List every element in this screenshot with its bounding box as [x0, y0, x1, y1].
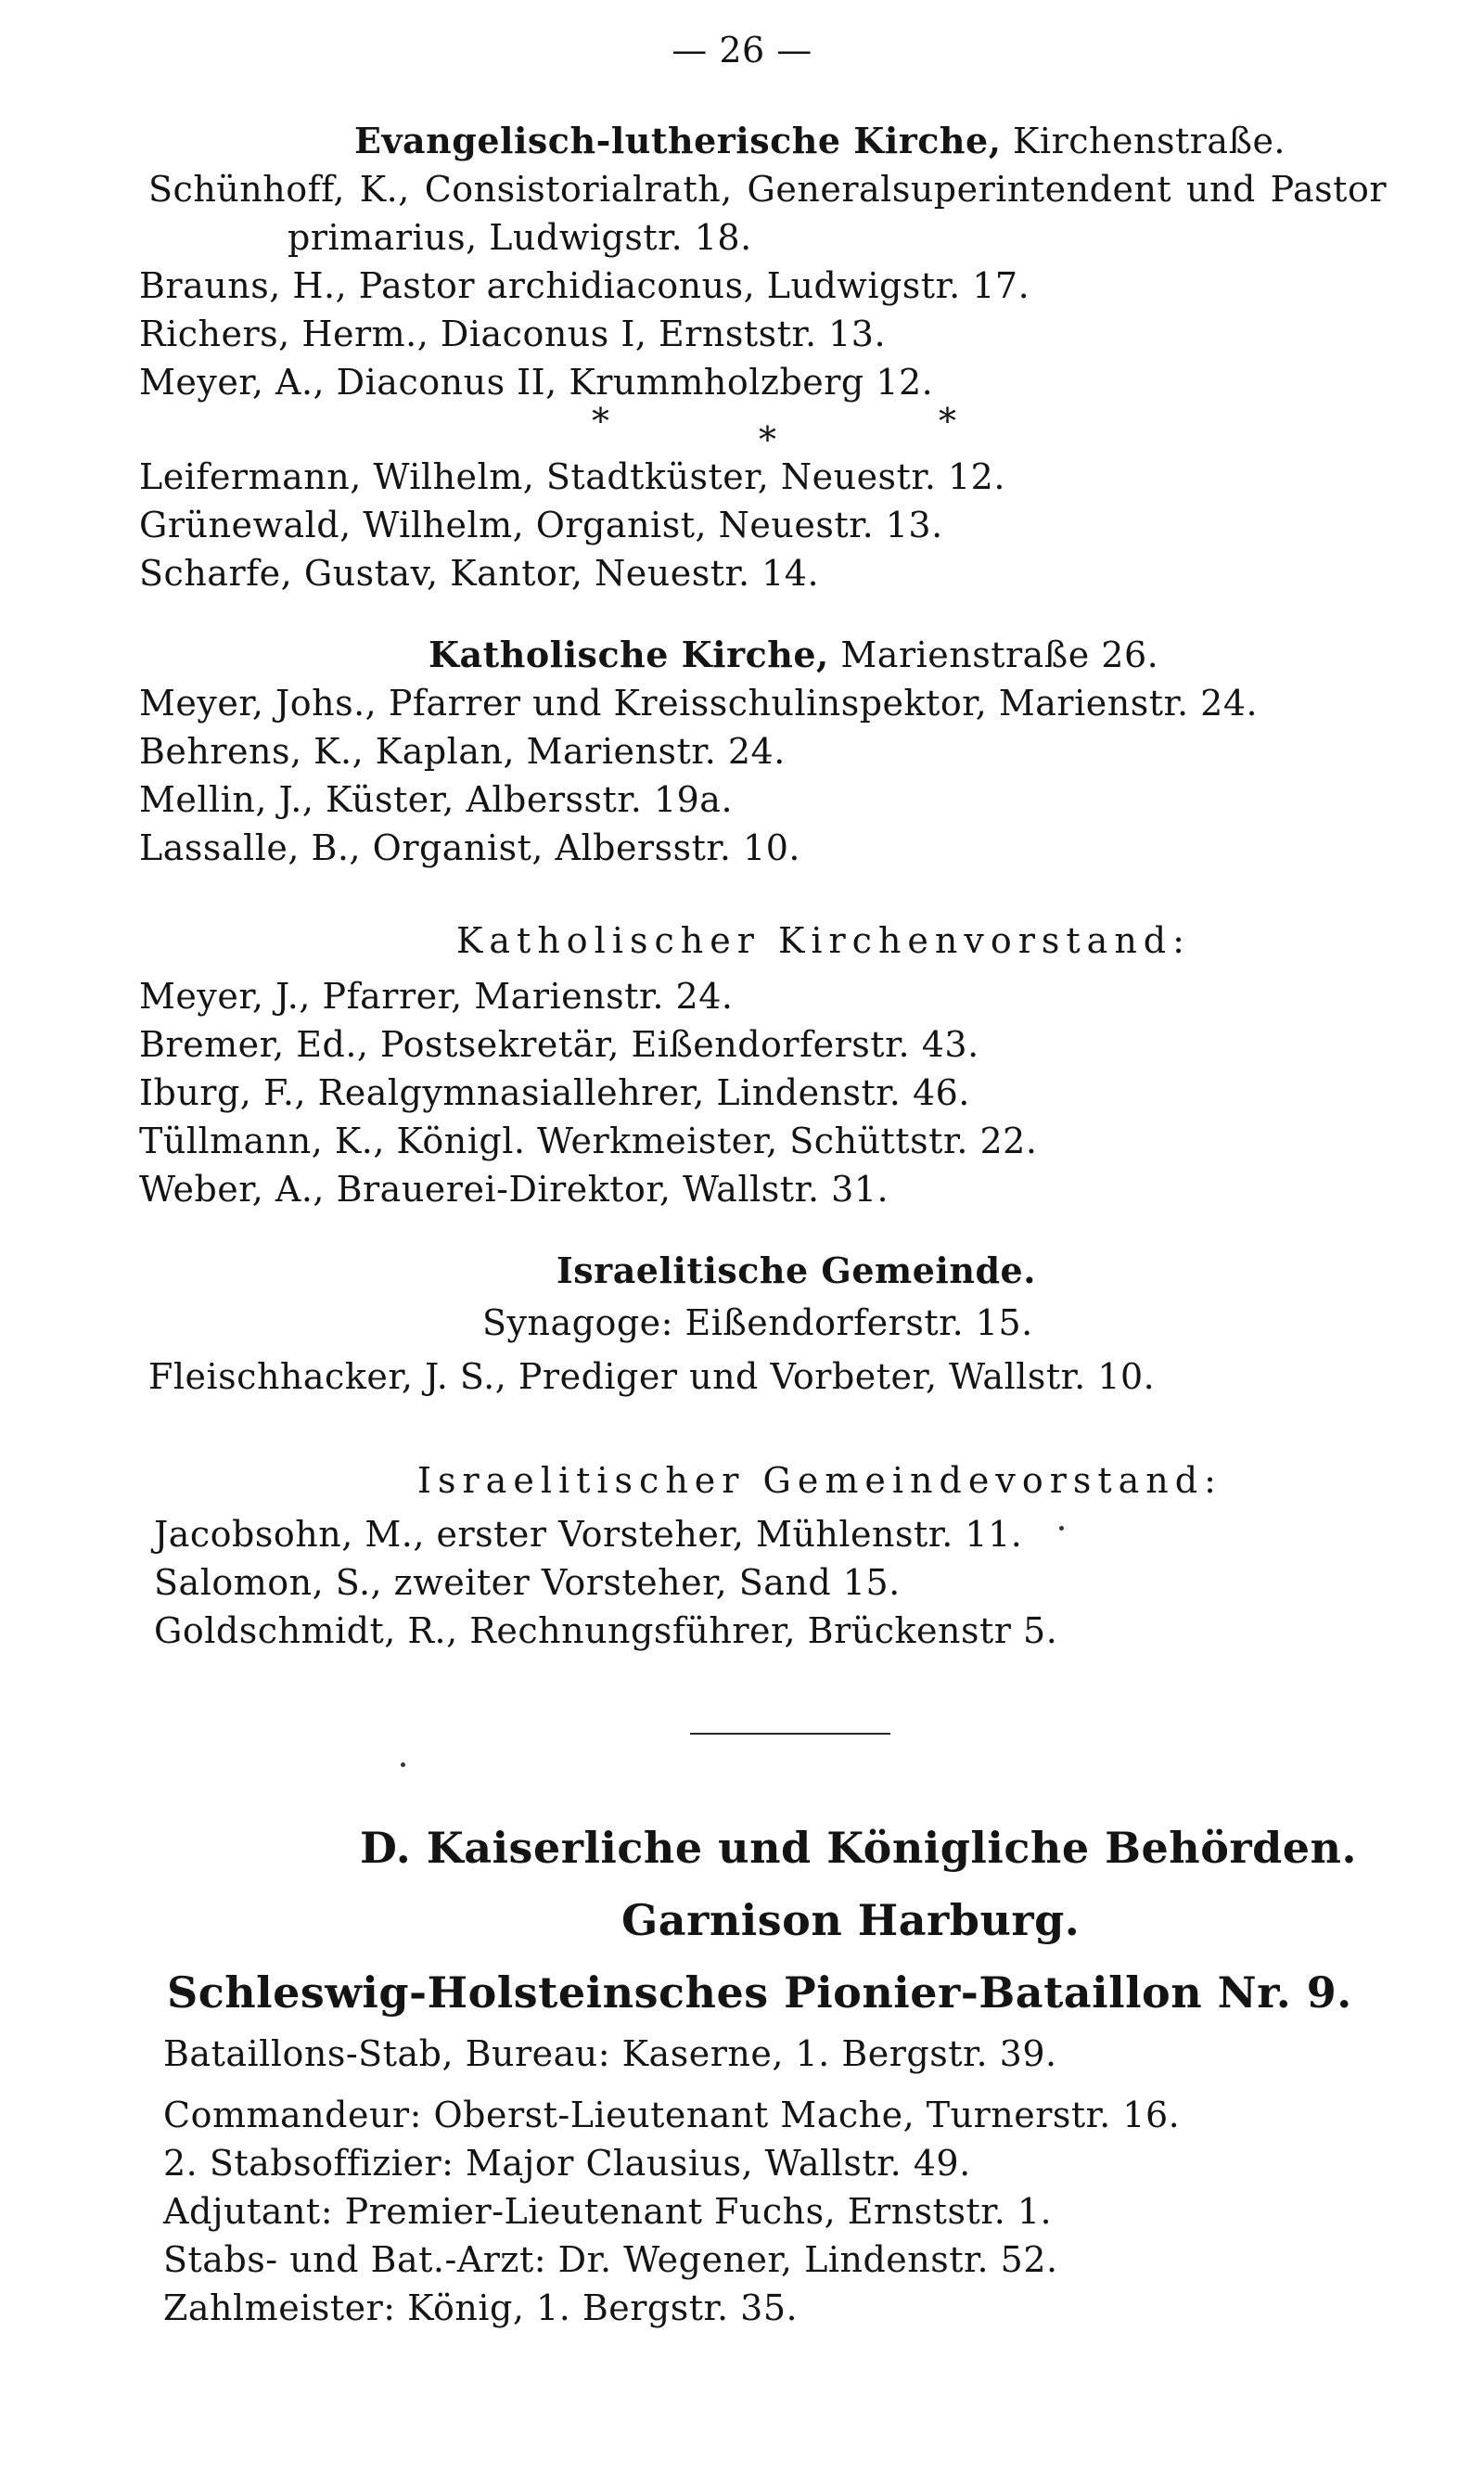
evangelical-heading-suffix: Kirchenstraße.: [1013, 121, 1286, 161]
evangelical-heading: Evangelisch-lutherische Kirche,: [354, 120, 1002, 161]
evangelical-entry: Meyer, A., Diaconus II, Krummholzberg 12.: [139, 362, 934, 403]
jewish-entry: Fleischhacker, J. S., Prediger und Vorbeter, Wallstr. 10.: [148, 1356, 1156, 1397]
officer-entry: 2. Stabsoffizier: Major Clausius, Wallstr. 49.: [163, 2143, 971, 2184]
catholic-board-heading: Katholischer Kirchenvorstand:: [456, 920, 1191, 961]
evangelical-entry: Brauns, H., Pastor archidiaconus, Ludwigstr. 17.: [139, 265, 1030, 306]
battalion-heading: Schleswig-Holsteinsches Pionier-Bataillon Nr. 9.: [167, 1967, 1352, 2018]
evangelical-staff: Grünewald, Wilhelm, Organist, Neuestr. 13.: [139, 505, 943, 545]
evangelical-entry: primarius, Ludwigstr. 18.: [288, 217, 752, 258]
separator-star: *: [592, 401, 610, 442]
catholic-entry: Mellin, J., Küster, Albersstr. 19a.: [139, 779, 734, 820]
catholic-heading: Katholische Kirche,: [429, 634, 829, 675]
officer-entry: Zahlmeister: König, 1. Bergstr. 35.: [163, 2287, 799, 2328]
separator-star: *: [939, 401, 957, 442]
catholic-board-member: Weber, A., Brauerei-Direktor, Wallstr. 31.: [139, 1169, 889, 1210]
evangelical-staff: Scharfe, Gustav, Kantor, Neuestr. 14.: [139, 553, 820, 594]
catholic-entry: Behrens, K., Kaplan, Marienstr. 24.: [139, 731, 786, 772]
evangelical-entry: Schünhoff, K., Consistorialrath, Generalsuperintendent und Pastor: [148, 169, 1387, 210]
officer-entry: Adjutant: Premier-Lieutenant Fuchs, Ernststr. 1.: [163, 2191, 1053, 2232]
print-speck: [1059, 1526, 1064, 1531]
catholic-entry: Lassalle, B., Organist, Albersstr. 10.: [139, 827, 800, 868]
catholic-heading-line: [429, 631, 1158, 679]
catholic-board-member: Bremer, Ed., Postsekretär, Eißendorferstr. 43.: [139, 1024, 979, 1065]
catholic-board-member: Meyer, J., Pfarrer, Marienstr. 24.: [139, 976, 734, 1017]
evangelical-heading-line: [354, 117, 1286, 165]
jewish-board-member: Jacobsohn, M., erster Vorsteher, Mühlenstr. 11.: [154, 1514, 1023, 1555]
catholic-board-member: Iburg, F., Realgymnasiallehrer, Lindenstr. 46.: [139, 1072, 970, 1113]
section-divider: [690, 1733, 890, 1735]
officer-entry: Stabs- und Bat.-Arzt: Dr. Wegener, Lindenstr. 52.: [163, 2239, 1058, 2280]
evangelical-staff: Leifermann, Wilhelm, Stadtküster, Neuestr. 12.: [139, 456, 1005, 497]
jewish-board-member: Goldschmidt, R., Rechnungsführer, Brückenstr 5.: [154, 1610, 1058, 1651]
catholic-board-member: Tüllmann, K., Königl. Werkmeister, Schüttstr. 22.: [139, 1121, 1038, 1161]
evangelical-entry: Richers, Herm., Diaconus I, Ernststr. 13.: [139, 314, 887, 354]
section-d-heading: D. Kaiserliche und Königliche Behörden.: [360, 1823, 1358, 1873]
catholic-entry: Meyer, Johs., Pfarrer und Kreisschulinspektor, Marienstr. 24.: [139, 683, 1259, 724]
officer-entry: Commandeur: Oberst-Lieutenant Mache, Turnerstr. 16.: [163, 2095, 1181, 2135]
garrison-heading: Garnison Harburg.: [621, 1895, 1081, 1945]
print-speck: [401, 1762, 405, 1767]
staff-office: Bataillons-Stab, Bureau: Kaserne, 1. Bergstr. 39.: [163, 2033, 1057, 2074]
jewish-board-heading: Israelitischer Gemeindevorstand:: [417, 1460, 1222, 1501]
synagogue-address: Synagoge: Eißendorferstr. 15.: [482, 1302, 1033, 1343]
page-number: — 26 —: [672, 30, 812, 70]
jewish-board-member: Salomon, S., zweiter Vorsteher, Sand 15.: [154, 1562, 901, 1603]
separator-star: *: [759, 419, 777, 460]
catholic-heading-suffix: Marienstraße 26.: [840, 634, 1159, 675]
jewish-heading: Israelitische Gemeinde.: [556, 1249, 1036, 1291]
